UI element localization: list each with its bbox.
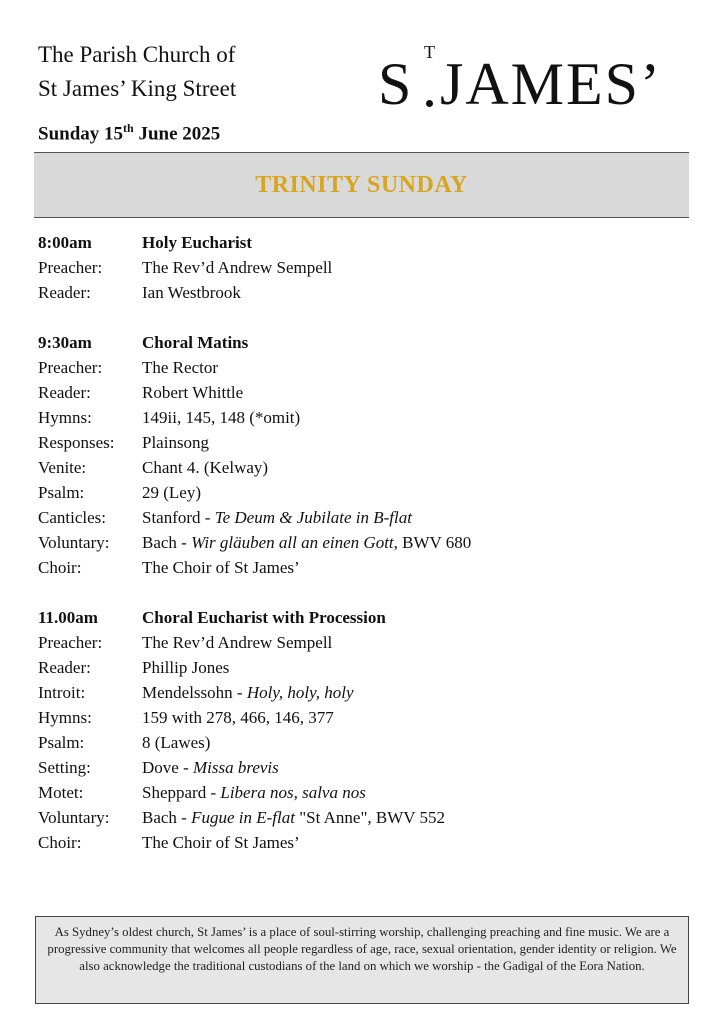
detail-label: Preacher: — [38, 258, 103, 277]
detail-plain: The Choir of St James’ — [142, 558, 300, 577]
detail-plain: 159 with 278, 466, 146, 377 — [142, 708, 334, 727]
service-time: 11.00am — [38, 608, 98, 627]
service-detail-row — [38, 505, 678, 530]
service-detail-row — [38, 805, 678, 830]
detail-plain: The Choir of St James’ — [142, 833, 300, 852]
detail-label: Preacher: — [38, 358, 103, 377]
service-detail-row — [38, 405, 678, 430]
date-sup: th — [123, 121, 134, 135]
service-heading — [38, 230, 678, 255]
detail-value — [142, 555, 678, 580]
detail-italic: Wir gläuben all an einen Gott — [191, 533, 394, 552]
detail-value — [142, 680, 678, 705]
detail-value — [142, 780, 678, 805]
service-heading — [38, 330, 678, 355]
detail-plain: Chant 4. (Kelway) — [142, 458, 269, 477]
detail-italic: Holy, holy, holy — [246, 683, 354, 702]
logo-dot — [426, 100, 433, 107]
logo-t: T — [424, 42, 435, 62]
service-date — [38, 121, 220, 145]
detail-value — [142, 355, 678, 380]
detail-italic: Te Deum & Jubilate in B-flat — [214, 508, 412, 527]
detail-value — [142, 705, 678, 730]
detail-plain: 29 (Ley) — [142, 483, 202, 502]
detail-plain: Robert Whittle — [142, 383, 244, 402]
title-banner — [34, 152, 689, 218]
detail-label: Hymns: — [38, 708, 92, 727]
detail-value — [142, 830, 678, 855]
date-suffix: June 2025 — [133, 123, 221, 145]
detail-value — [142, 405, 678, 430]
detail-plain: The Rev’d Andrew Sempell — [142, 633, 333, 652]
service-time: 9:30am — [38, 333, 92, 352]
detail-value — [142, 255, 678, 280]
service-detail-row — [38, 630, 678, 655]
detail-value — [142, 730, 678, 755]
detail-label: Reader: — [38, 283, 91, 302]
church-name — [38, 38, 236, 106]
service-detail-row — [38, 455, 678, 480]
detail-label: Motet: — [38, 783, 84, 802]
service-name: Choral Eucharist with Procession — [142, 608, 386, 627]
service-detail-row — [38, 705, 678, 730]
detail-plain: Stanford - — [142, 508, 215, 527]
detail-plain: 149ii, 145, 148 (*omit) — [142, 408, 301, 427]
detail-italic: Fugue in E-flat — [191, 808, 295, 827]
detail-plain: Bach - — [142, 533, 192, 552]
service-detail-row — [38, 730, 678, 755]
detail-plain: Ian Westbrook — [142, 283, 241, 302]
detail-label: Responses: — [38, 433, 115, 452]
st-james-logo — [378, 42, 688, 117]
service-detail-row — [38, 555, 678, 580]
detail-plain: Phillip Jones — [142, 658, 230, 677]
detail-value — [142, 655, 678, 680]
detail-value — [142, 280, 678, 305]
service-detail-row — [38, 355, 678, 380]
detail-value — [142, 530, 678, 555]
detail-plain: Bach - — [142, 808, 192, 827]
detail-italic: Missa brevis — [192, 758, 279, 777]
service-detail-row — [38, 280, 678, 305]
detail-plain: Plainsong — [142, 433, 210, 452]
detail-label: Choir: — [38, 558, 82, 577]
detail-plain: Sheppard - — [142, 783, 221, 802]
service-detail-row — [38, 655, 678, 680]
detail-label: Preacher: — [38, 633, 103, 652]
detail-plain: 8 (Lawes) — [142, 733, 211, 752]
detail-label: Psalm: — [38, 483, 85, 502]
detail-after: "St Anne", BWV 552 — [294, 808, 446, 827]
footer-statement: As Sydney’s oldest church, St James’ is a place of soul-stirring worship, challenging preaching and fine music. We are a progressive community that welcomes all people regardless of age, race, sexual orientation, gender identity or religion. We also acknowledge the traditional custodians of the land on which we worship - the Gadigal of the Eora Nation. — [35, 916, 689, 1004]
detail-value — [142, 430, 678, 455]
service-detail-row — [38, 780, 678, 805]
service-detail-row — [38, 255, 678, 280]
detail-label: Introit: — [38, 683, 86, 702]
church-name-line1: The Parish Church of — [38, 42, 236, 67]
detail-label: Voluntary: — [38, 533, 110, 552]
banner-title: TRINITY SUNDAY — [255, 171, 468, 198]
detail-plain: Mendelssohn - — [142, 683, 247, 702]
service-detail-row — [38, 430, 678, 455]
service-detail-row — [38, 380, 678, 405]
service-heading — [38, 605, 678, 630]
detail-label: Reader: — [38, 383, 91, 402]
detail-label: Canticles: — [38, 508, 106, 527]
detail-label: Hymns: — [38, 408, 92, 427]
logo-s: S — [378, 51, 414, 117]
service-detail-row — [38, 755, 678, 780]
service-detail-row — [38, 680, 678, 705]
detail-label: Choir: — [38, 833, 82, 852]
date-prefix: Sunday 15 — [38, 123, 124, 145]
service-block — [38, 605, 678, 855]
detail-value — [142, 380, 678, 405]
detail-label: Setting: — [38, 758, 91, 777]
detail-plain: Dove - — [142, 758, 193, 777]
church-name-line2: St James’ King Street — [38, 76, 237, 101]
service-block — [38, 330, 678, 580]
detail-value — [142, 455, 678, 480]
detail-label: Reader: — [38, 658, 91, 677]
service-name: Holy Eucharist — [142, 233, 253, 252]
detail-plain: The Rector — [142, 358, 218, 377]
detail-plain: The Rev’d Andrew Sempell — [142, 258, 333, 277]
detail-after: , BWV 680 — [393, 533, 472, 552]
detail-value — [142, 805, 678, 830]
detail-value — [142, 755, 678, 780]
detail-value — [142, 505, 678, 530]
service-block — [38, 230, 678, 305]
detail-value — [142, 480, 678, 505]
services-list — [38, 230, 678, 880]
service-detail-row — [38, 830, 678, 855]
detail-label: Venite: — [38, 458, 87, 477]
detail-value — [142, 630, 678, 655]
detail-label: Voluntary: — [38, 808, 110, 827]
service-detail-row — [38, 530, 678, 555]
logo-james: JAMES’ — [440, 51, 663, 117]
service-detail-row — [38, 480, 678, 505]
detail-label: Psalm: — [38, 733, 85, 752]
service-name: Choral Matins — [142, 333, 249, 352]
service-time: 8:00am — [38, 233, 92, 252]
detail-italic: Libera nos, salva nos — [220, 783, 366, 802]
